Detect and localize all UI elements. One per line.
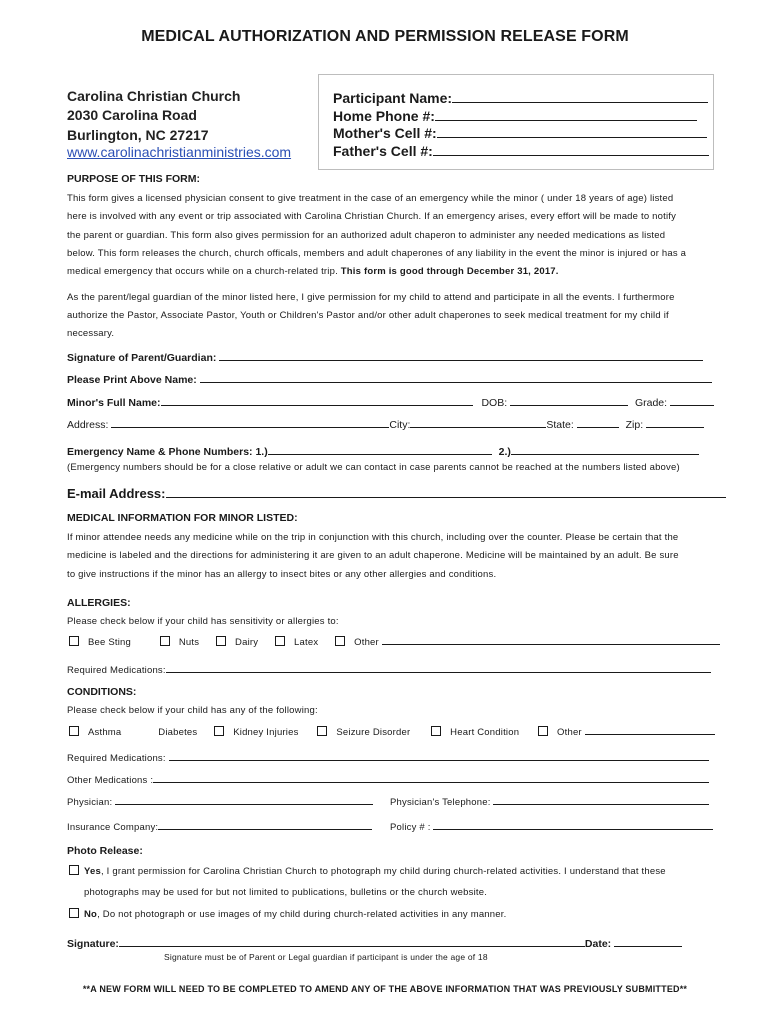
email-field[interactable]: E-mail Address: bbox=[67, 485, 726, 501]
emergency-contact-2-field[interactable]: 2.) bbox=[499, 446, 699, 458]
signature-note: Signature must be of Parent or Legal guardian if participant is under the age of 18 bbox=[164, 952, 488, 962]
photo-no-option[interactable]: No, Do not photograph or use images of my child during church-related activities in any manner. bbox=[69, 908, 506, 920]
dob-field[interactable]: DOB: bbox=[481, 397, 628, 409]
medical-line: medicine is labeled and the directions for administering it are given to an adult chaperone. Medicine will be maintained by an adult. Be sure bbox=[67, 550, 679, 561]
allergy-bee-sting[interactable]: Bee Sting bbox=[69, 637, 131, 648]
conditions-options bbox=[69, 726, 715, 738]
consent-line: authorize the Pastor, Associate Pastor, Youth or Children's Pastor and/or other adult chaperones to seek medical treatment for my child if bbox=[67, 310, 669, 321]
org-name: Carolina Christian Church bbox=[67, 88, 241, 104]
mothers-cell-field[interactable]: Mother's Cell #: bbox=[333, 125, 707, 141]
medical-line: If minor attendee needs any medicine while on the trip in conjunction with this church, including over the counter. Please be certain that the bbox=[67, 532, 679, 543]
allergy-dairy[interactable]: Dairy bbox=[216, 637, 258, 648]
minor-name-field[interactable]: Minor's Full Name: bbox=[67, 397, 473, 409]
state-field[interactable]: State: bbox=[546, 419, 618, 431]
participant-name-field[interactable]: Participant Name: bbox=[333, 90, 708, 106]
condition-asthma[interactable]: Asthma bbox=[69, 727, 121, 738]
parent-signature-field[interactable]: Signature of Parent/Guardian: bbox=[67, 350, 703, 364]
consent-line: As the parent/legal guardian of the minor listed here, I give permission for my child to attend and participate in all the events. I furthermore bbox=[67, 292, 675, 303]
conditions-prompt: Please check below if your child has any of the following: bbox=[67, 705, 318, 716]
allergies-prompt: Please check below if your child has sensitivity or allergies to: bbox=[67, 616, 339, 627]
purpose-line: This form gives a licensed physician consent to give treatment in the case of an emergency while the minor ( under 18 years of age) listed bbox=[67, 193, 674, 204]
condition-other[interactable]: Other bbox=[538, 727, 715, 738]
checkbox-icon[interactable] bbox=[69, 726, 79, 736]
allergies-heading: ALLERGIES: bbox=[67, 597, 131, 609]
checkbox-icon[interactable] bbox=[160, 636, 170, 646]
emergency-row bbox=[67, 444, 699, 458]
grade-field[interactable]: Grade: bbox=[635, 397, 714, 409]
org-street: 2030 Carolina Road bbox=[67, 107, 197, 123]
conditions-required-meds-field[interactable]: Required Medications: bbox=[67, 752, 709, 764]
emergency-contact-1-field[interactable]: Emergency Name & Phone Numbers: 1.) bbox=[67, 446, 492, 458]
date-field[interactable]: Date: bbox=[585, 938, 682, 950]
fathers-cell-field[interactable]: Father's Cell #: bbox=[333, 143, 709, 159]
org-city: Burlington, NC 27217 bbox=[67, 127, 209, 143]
photo-release-heading: Photo Release: bbox=[67, 845, 143, 857]
condition-diabetes[interactable]: Diabetes bbox=[158, 727, 198, 738]
purpose-line: below. This form releases the church, church officals, members and adult chaperones of any liability in the event the minor is injured or has a bbox=[67, 248, 687, 259]
checkbox-icon[interactable] bbox=[431, 726, 441, 736]
footer-notice: **A NEW FORM WILL NEED TO BE COMPLETED TO AMEND ANY OF THE ABOVE INFORMATION THAT WAS PREVIOUSLY SUBMITTED** bbox=[82, 984, 688, 994]
checkbox-icon[interactable] bbox=[214, 726, 224, 736]
conditions-heading: CONDITIONS: bbox=[67, 686, 137, 698]
form-title: MEDICAL AUTHORIZATION AND PERMISSION RELEASE FORM bbox=[141, 28, 629, 45]
print-name-field[interactable]: Please Print Above Name: bbox=[67, 372, 712, 386]
checkbox-icon[interactable] bbox=[335, 636, 345, 646]
checkbox-icon[interactable] bbox=[538, 726, 548, 736]
allergy-nuts[interactable]: Nuts bbox=[160, 637, 199, 648]
address-field[interactable]: Address: bbox=[67, 419, 389, 431]
physician-phone-field[interactable]: Physician's Telephone: bbox=[390, 796, 709, 808]
physician-field[interactable]: Physician: bbox=[67, 796, 373, 808]
final-signature-field[interactable]: Signature: Date: bbox=[67, 936, 682, 950]
city-field[interactable]: City: bbox=[389, 419, 546, 431]
photo-yes-text-2: photographs may be used for but not limited to publications, bulletins or the church website. bbox=[84, 887, 488, 898]
consent-line: necessary. bbox=[67, 328, 115, 339]
checkbox-icon[interactable] bbox=[317, 726, 327, 736]
medical-line: to give instructions if the minor has an allergy to insect bites or any other allergies and conditions. bbox=[67, 569, 497, 580]
allergy-other[interactable]: Other bbox=[335, 637, 720, 648]
purpose-heading: PURPOSE OF THIS FORM: bbox=[67, 173, 201, 185]
minor-name-row bbox=[67, 395, 715, 409]
condition-heart-condition[interactable]: Heart Condition bbox=[431, 727, 519, 738]
medical-heading: MEDICAL INFORMATION FOR MINOR LISTED: bbox=[67, 512, 298, 524]
policy-field[interactable]: Policy # : bbox=[390, 821, 713, 833]
photo-yes-option[interactable]: Yes, I grant permission for Carolina Christian Church to photograph my child during church-related activities. I understand that these bbox=[69, 865, 666, 877]
allergy-latex[interactable]: Latex bbox=[275, 637, 318, 648]
address-row bbox=[67, 417, 704, 431]
allergies-options bbox=[69, 636, 734, 648]
zip-field[interactable]: Zip: bbox=[626, 419, 704, 431]
checkbox-icon[interactable] bbox=[275, 636, 285, 646]
insurance-field[interactable]: Insurance Company: bbox=[67, 821, 372, 833]
checkbox-icon[interactable] bbox=[69, 636, 79, 646]
home-phone-field[interactable]: Home Phone #: bbox=[333, 108, 697, 124]
purpose-line: medical emergency that occurs while on a church-related trip. This form is good through December 31, 2017. bbox=[67, 266, 559, 277]
condition-seizure-disorder[interactable]: Seizure Disorder bbox=[317, 727, 410, 738]
condition-kidney-injuries[interactable]: Kidney Injuries bbox=[214, 727, 298, 738]
other-medications-field[interactable]: Other Medications : bbox=[67, 774, 709, 786]
emergency-note: (Emergency numbers should be for a close relative or adult we can contact in case parents cannot be reached at the numbers listed above) bbox=[67, 462, 680, 473]
checkbox-icon[interactable] bbox=[69, 908, 79, 918]
checkbox-icon[interactable] bbox=[69, 865, 79, 875]
purpose-line: the parent or guardian. This form also gives permission for an authorized adult chaperon to administer any needed medications as listed bbox=[67, 230, 666, 241]
good-through-text: This form is good through December 31, 2017. bbox=[340, 266, 559, 277]
checkbox-icon[interactable] bbox=[216, 636, 226, 646]
purpose-line: here is involved with any event or trip associated with Carolina Christian Church. If an emergency arises, every effort will be made to notify bbox=[67, 211, 677, 222]
org-website-link[interactable]: www.carolinachristianministries.com bbox=[67, 144, 292, 160]
allergies-required-meds-field[interactable]: Required Medications: bbox=[67, 664, 711, 676]
